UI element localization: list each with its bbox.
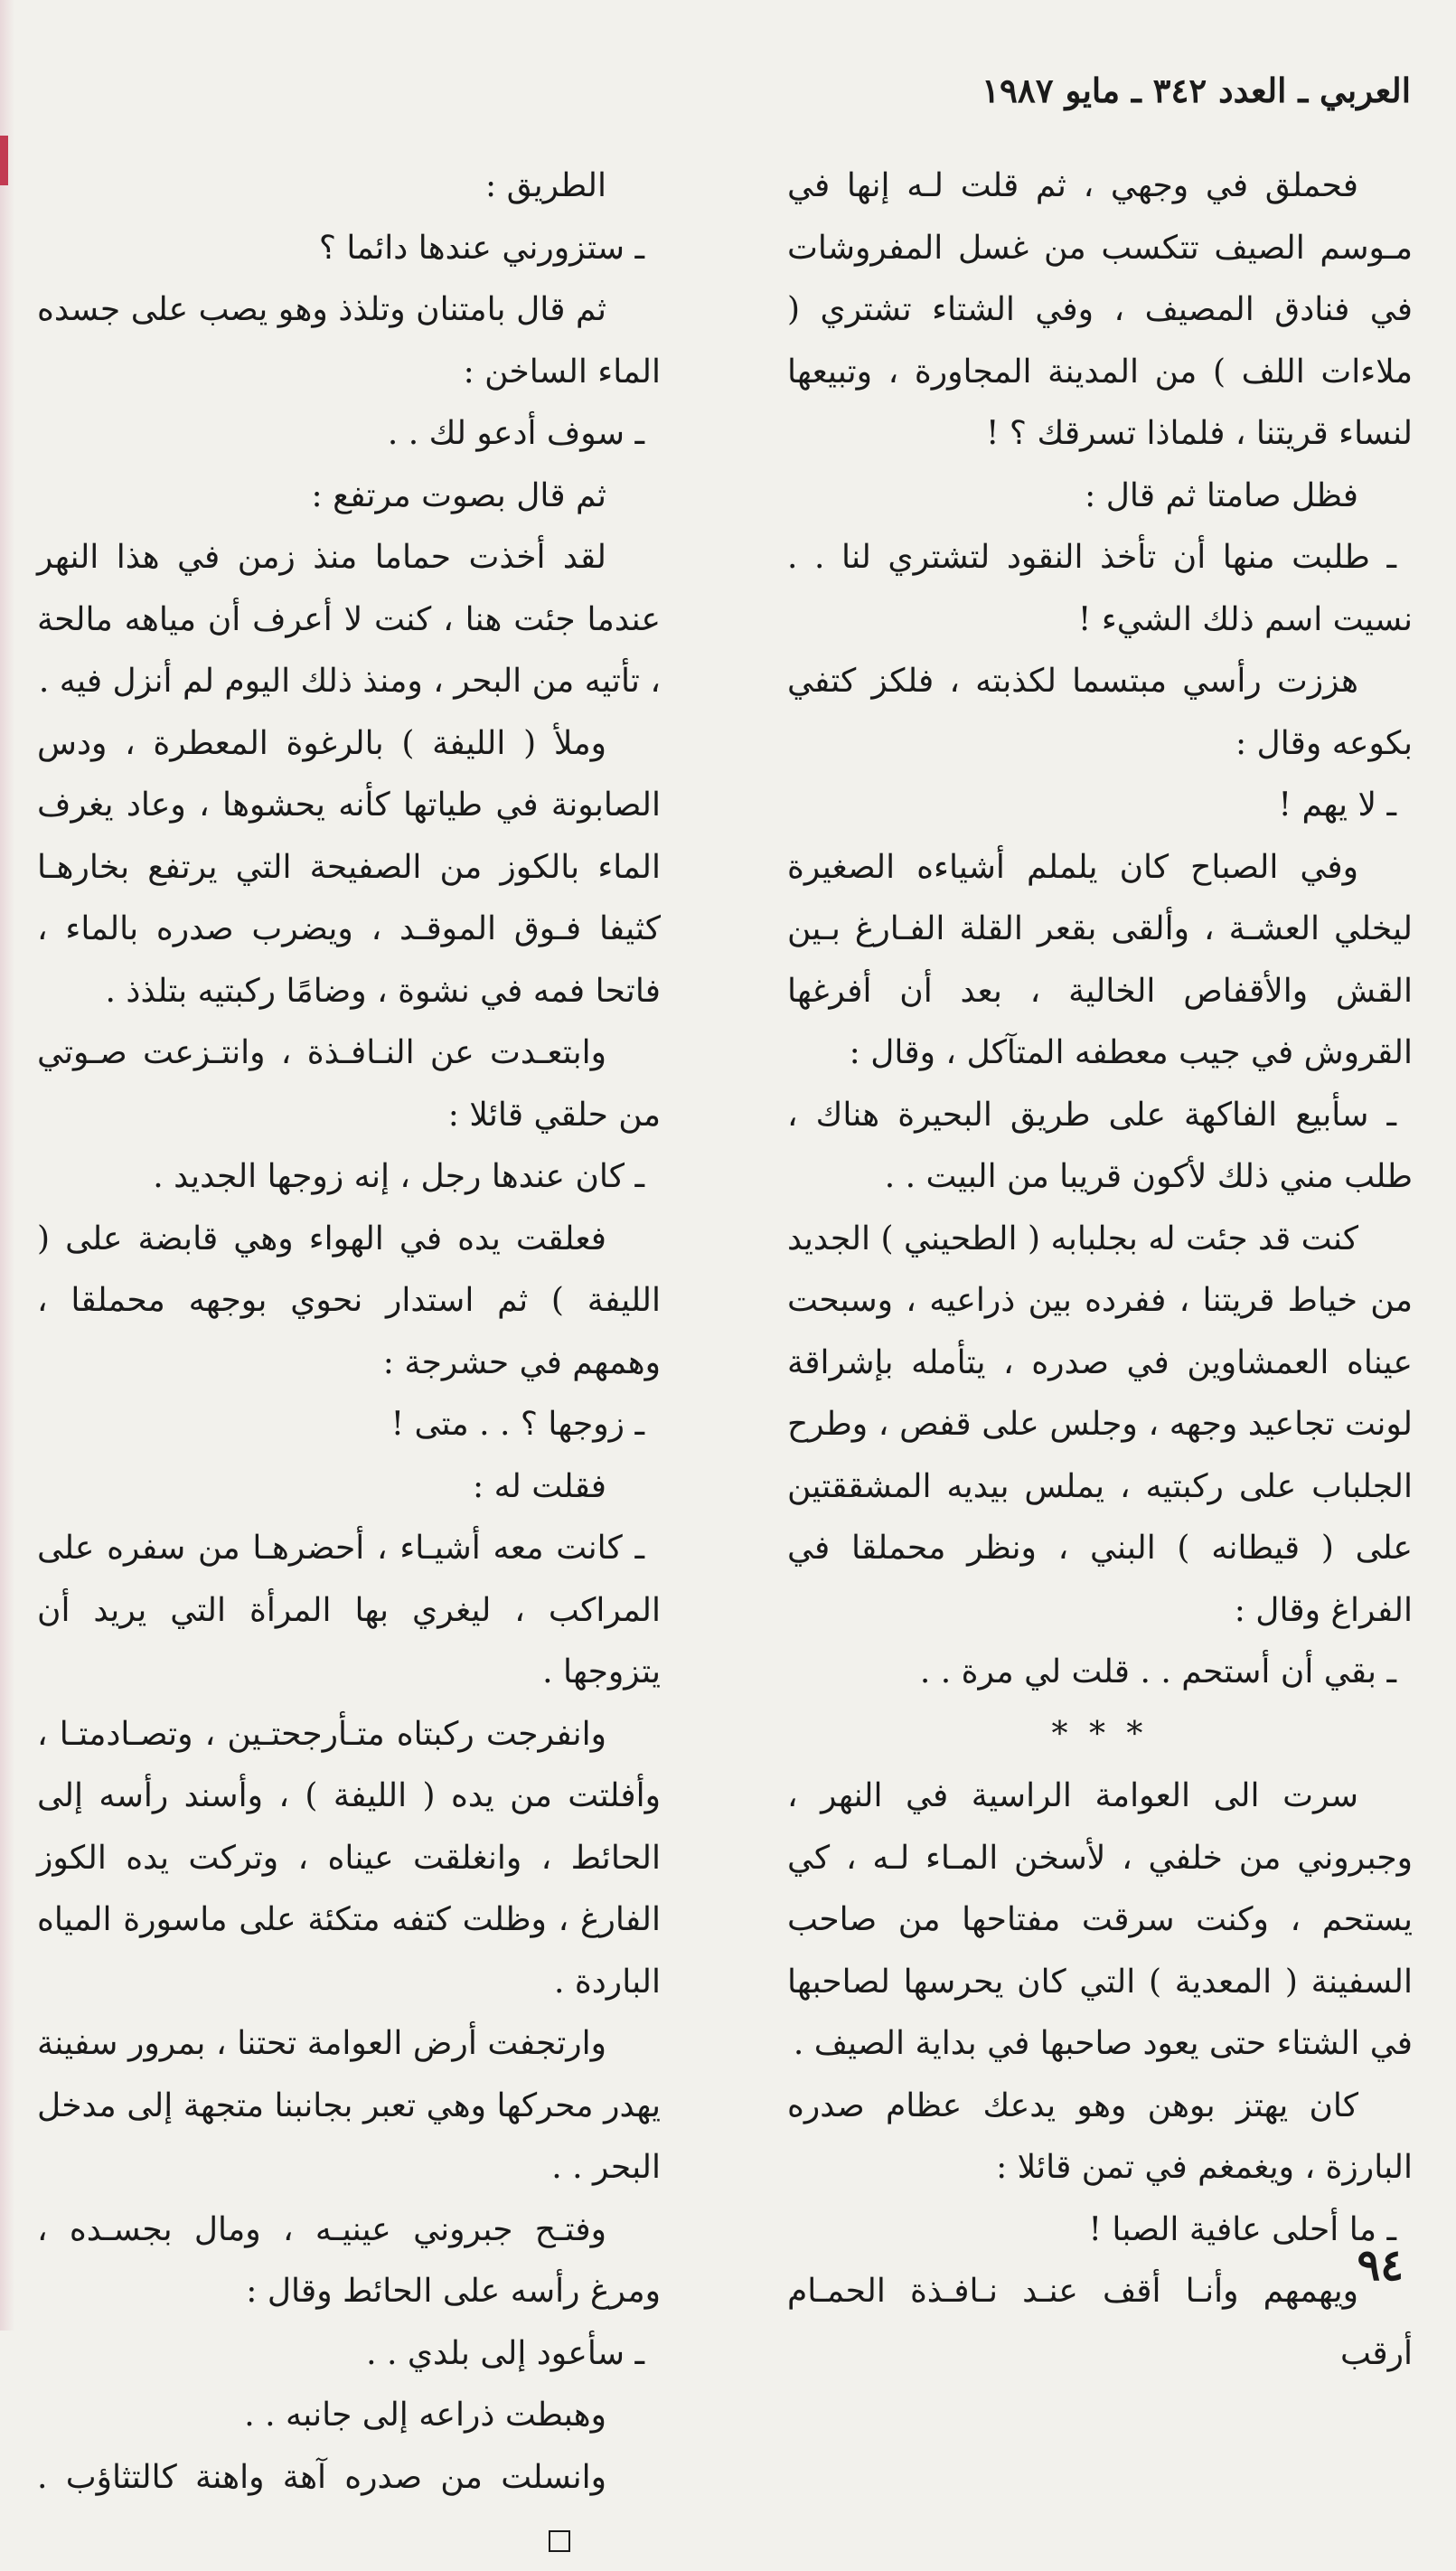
paragraph-text: وانسلت من صدره آهة واهنة كالتثاؤب . [37,2458,606,2496]
paragraph-text: ـ كانت معه أشيـاء ، أحضرهـا من سفره على المراكب ، ليغري بها المرأة التي يريد أن يتزوجها . [37,1530,661,1690]
paragraph [787,2199,1413,2262]
paragraph-text: فعلقت يده في الهواء وهي قابضة على ( الليفة ) ثم استدار نحوي بوجهه محملقا ، وهمهم في حشرجة : [37,1220,661,1381]
paragraph-text: وهبطت ذراعه إلى جانبه . . [244,2397,606,2434]
paragraph-text: ثم قال بامتنان وتلذذ وهو يصب على جسده الماء الساخن : [37,291,661,391]
paragraph-text: ـ طلبت منها أن تأخذ النقود لتشتري لنا . . نسيت اسم ذلك الشيء ! [787,539,1413,638]
red-edge-mark [0,136,8,185]
paragraph [787,1766,1413,2076]
paragraph [37,1022,661,1146]
paragraph-text: وانفرجت ركبتاه متـأرجحتـين ، وتصـادمتـا ، وأفلتت من يده ( الليفة ) ، وأسند رأسه إلى الحائط ، وانغلقت عيناه ، وتركت يده الكوز الفارغ ، وظلت كتفه متكئة على ماسورة المياه الباردة . [37,1715,661,2001]
paragraph [787,527,1413,651]
paragraph [787,466,1413,528]
paragraph-text: وارتجفت أرض العوامة تحتنا ، بمرور سفينة يهدر محركها وهي تعبر بجانبنا متجهة إلى مدخل البحر . . [37,2025,661,2186]
paragraph [787,2261,1413,2385]
paragraph-text: وابتعـدت عن النـافـذة ، وانتـزعت صـوتي من حلقي قائلا : [37,1034,661,1134]
paragraph [37,1209,661,1395]
running-header: العربي ـ العدد ٣٤٢ ـ مايو ١٩٨٧ [982,71,1411,110]
paragraph-text: كان يهتز بوهن وهو يدعك عظام صدره البارزة ، ويغمغم في تمن قائلا : [787,2086,1413,2186]
page-number: ٩٤ [1357,2240,1404,2291]
paragraph-text: ـ زوجها ؟ . . متى ! [390,1406,644,1443]
paragraph-text: وملأ ( الليفة ) بالرغوة المعطرة ، ودس الصابونة في طياتها كأنه يحشوها ، وعاد يغرف الماء بالكوز من الصفيحة التي يرتفع بخارهـا كثيفا فـوق الموقـد ، ويضرب صدره بالماء ، فاتحا فمه في نشوة ، وضامًا ركبتيه بتلذذ . [37,724,661,1010]
paragraph-text: ـ كان عندها رجل ، إنه زوجها الجديد . [153,1158,644,1195]
paragraph [787,2076,1413,2199]
paragraph [37,527,661,713]
paragraph-text: لقد أخذت حماما منذ زمن في هذا النهر عندما جئت هنا ، كنت لا أعرف أن مياهه مالحة ، تأتيه من البحر ، ومنذ ذلك اليوم لم أنزل فيه . [37,539,661,700]
paragraph-text: ويهمهم وأنـا أقف عنـد نـافـذة الحمـام أرقب [787,2273,1413,2372]
paragraph-text: سرت الى العوامة الراسية في النهر ، وجبروني من خلفي ، لأسخن المـاء لـه ، كي يستحم ، وكنت سرقت مفتاحها من صاحب السفينة ( المعدية ) التي كان يحرسها لصاحبها في الشتاء حتى يعود صاحبها في بداية الصيف . [787,1777,1413,2062]
paragraph [37,218,661,280]
page-edge [0,0,14,2331]
paragraph [37,1518,661,1704]
paragraph [787,1209,1413,1643]
paragraph [787,1642,1413,1704]
paragraph-text: هززت رأسي مبتسما لكذبته ، فلكز كتفي بكوعه وقال : [787,663,1413,762]
paragraph [787,651,1413,775]
paragraph-text: ـ سأعود إلى بلدي . . [366,2334,644,2372]
paragraph [37,279,661,403]
paragraph-text: فقلت له : [473,1467,606,1505]
paragraph [37,155,661,218]
paragraph-text: الطريق : [485,167,606,204]
paragraph-text: ـ ستزورني عندها دائما ؟ [318,229,644,267]
paragraph [37,2199,661,2323]
paragraph [37,2447,661,2571]
paragraph [787,155,1413,466]
paragraph-text: ـ سأبيع الفاكهة على طريق البحيرة هناك ، طلب مني ذلك لأكون قريبا من البيت . . [787,1096,1413,1195]
paragraph [37,1394,661,1456]
paragraph [37,2013,661,2199]
paragraph-text: ثم قال بصوت مرتفع : [311,476,606,514]
paragraph [37,1704,661,2014]
paragraph-text: ـ ما أحلى عافية الصبا ! [1088,2210,1396,2248]
paragraph-text: ـ لا يهم ! [1278,786,1396,824]
paragraph-text: وفتـح جبروني عينيـه ، ومال بجسـده ، ومرغ رأسه على الحائط وقال : [37,2210,661,2310]
paragraph [787,837,1413,1085]
paragraph [37,1456,661,1519]
section-divider [787,1704,1413,1766]
paragraph [787,1085,1413,1209]
paragraph-text: ـ بقي أن أستحم . . قلت لي مرة . . [919,1653,1396,1690]
paragraph-text: * * * [1051,1715,1149,1753]
paragraph-text: فظل صامتا ثم قال : [1085,476,1358,514]
paragraph-text: فحملق في وجهي ، ثم قلت لـه إنها في مـوسم الصيف تتكسب من غسل المفروشات في فنادق المصيف ، وفي الشتاء تشتري ( ملاءات اللف ) من المدينة المجاورة ، وتبيعها لنساء قريتنا ، فلماذا تسرقك ؟ ! [787,167,1413,452]
paragraph [37,713,661,1023]
paragraph [37,2385,661,2447]
paragraph [787,775,1413,837]
paragraph [37,1146,661,1209]
text-column-left [37,155,661,2571]
paragraph-text: كنت قد جئت له بجلبابه ( الطحيني ) الجديد من خياط قريتنا ، ففرده بين ذراعيه ، وسبحت عيناه العمشاوين في صدره ، يتأمله بإشراقة لونت تجاعيد وجهه ، وجلس على قفص ، وطرح الجلباب على ركبتيه ، يملس بيديه المشققتين على ( قيطانه ) البني ، ونظر محملقا في الفراغ وقال : [787,1220,1413,1629]
paragraph-text: وفي الصباح كان يلملم أشياءه الصغيرة ليخلي العشـة ، وألقى بقعر القلة الفـارغ بـين القش والأقفاص الخالية ، بعد أن أفرغها القروش في جيب معطفه المتآكل ، وقال : [787,848,1413,1071]
end-square-icon [549,2530,570,2552]
paragraph [37,466,661,528]
paragraph [37,2323,661,2386]
text-column-right [787,155,1413,2385]
paragraph-text: ـ سوف أدعو لك . . [387,415,644,452]
paragraph [37,403,661,466]
